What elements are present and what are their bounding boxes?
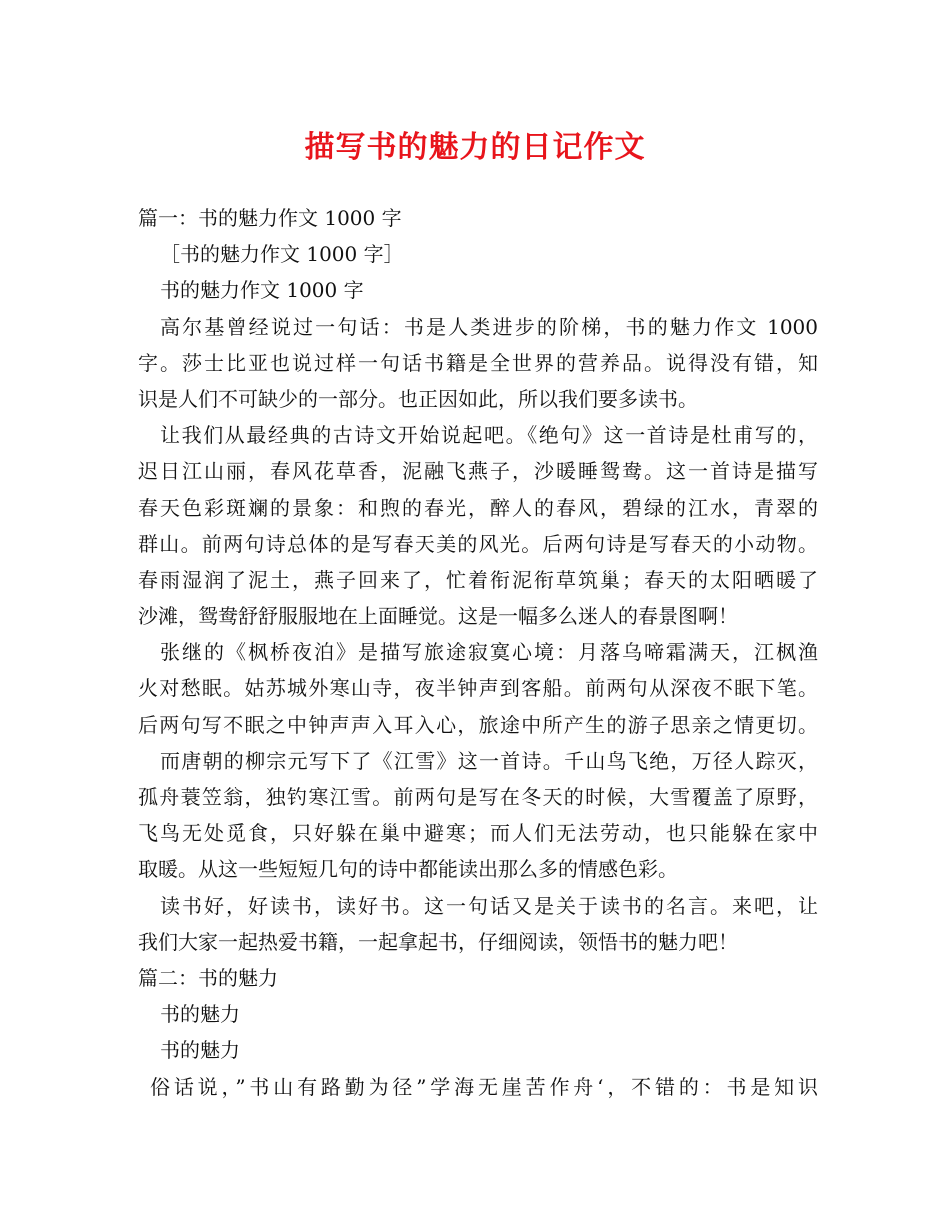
text-line: 群山。前两句诗总体的是写春天美的风光。后两句诗是写春天的小动物。 — [138, 531, 818, 556]
text-line: 让我们从最经典的古诗文开始说起吧。《绝句》这一首诗是杜甫写的， — [160, 423, 818, 448]
text-line: 我们大家一起热爱书籍，一起拿起书，仔细阅读，领悟书的魅力吧！ — [138, 929, 738, 954]
text-line: 后两句写不眠之中钟声声入耳入心，旅途中所产生的游子思亲之情更切。 — [138, 712, 818, 737]
text-line: 俗话说，”书山有路勤为径”学海无崖苦作舟‘，不错的：书是知识 — [150, 1074, 818, 1099]
text-line: 读书好，好读书，读好书。这一句话又是关于读书的名言。来吧，让 — [160, 893, 818, 918]
text-line: 高尔基曾经说过一句话：书是人类进步的阶梯，书的魅力作文 1000 — [160, 314, 818, 339]
text-line: 字。莎士比亚也说过样一句话书籍是全世界的营养品。说得没有错，知 — [138, 350, 818, 375]
text-line: 书的魅力作文 1000 字 — [160, 278, 364, 303]
text-line: 取暖。从这一些短短几句的诗中都能读出那么多的情感色彩。 — [138, 857, 678, 882]
text-line: 火对愁眠。姑苏城外寒山寺，夜半钟声到客船。前两句从深夜不眠下笔。 — [138, 676, 818, 701]
text-line: 春天色彩斑斓的景象：和煦的春光，醉人的春风，碧绿的江水，青翠的 — [138, 495, 818, 520]
text-line: 春雨湿润了泥土，燕子回来了，忙着衔泥衔草筑巢；春天的太阳晒暖了 — [138, 567, 818, 592]
text-line: 书的魅力 — [160, 1002, 240, 1027]
text-line: 识是人们不可缺少的一部分。也正因如此，所以我们要多读书。 — [138, 386, 698, 411]
text-line: 篇二：书的魅力 — [138, 965, 278, 990]
text-line: 沙滩，鸳鸯舒舒服服地在上面睡觉。这是一幅多么迷人的春景图啊！ — [138, 604, 738, 629]
text-line: 篇一：书的魅力作文 1000 字 — [138, 206, 402, 230]
text-line: 张继的《枫桥夜泊》是描写旅途寂寞心境：月落乌啼霜满天，江枫渔 — [160, 640, 818, 665]
text-line: 飞鸟无处觅食，只好躲在巢中避寒；而人们无法劳动，也只能躲在家中 — [138, 821, 818, 846]
text-line: 迟日江山丽，春风花草香，泥融飞燕子，沙暖睡鸳鸯。这一首诗是描写 — [138, 459, 818, 484]
document-title: 描写书的魅力的日记作文 — [304, 130, 646, 165]
text-line: 而唐朝的柳宗元写下了《江雪》这一首诗。千山鸟飞绝，万径人踪灭， — [160, 748, 818, 773]
document-body — [138, 200, 818, 1105]
text-line: 孤舟蓑笠翁，独钓寒江雪。前两句是写在冬天的时候，大雪覆盖了原野， — [138, 785, 818, 809]
text-line: ［书的魅力作文 1000 字］ — [160, 242, 404, 267]
text-line: 书的魅力 — [160, 1038, 240, 1063]
